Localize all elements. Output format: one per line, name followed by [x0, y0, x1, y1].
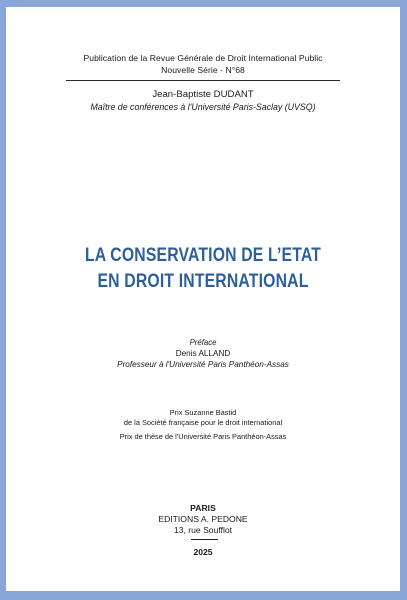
preface-label: Préface: [189, 338, 217, 347]
preface-author-role: Professeur à l'Université Paris Panthéon-Assas: [117, 360, 289, 369]
publisher-city: PARIS: [190, 503, 216, 513]
prize-2: [6, 432, 400, 442]
prize-2-line: Prix de thèse de l'Université Paris Panthéon-Assas: [119, 432, 287, 441]
book-title: [39, 243, 366, 295]
publisher-info: [6, 503, 400, 536]
prize-1-line-2: de la Société française pour le droit international: [123, 418, 283, 427]
author-name: Jean-Baptiste DUDANT: [152, 89, 254, 100]
header-rule: [66, 80, 340, 81]
series-info: [6, 52, 400, 76]
preface-info: [6, 337, 400, 370]
series-line-2: Nouvelle Série - N°68: [161, 65, 245, 75]
publication-year: 2025: [193, 547, 213, 557]
book-title-line-1: LA CONSERVATION DE L’ETAT: [84, 245, 322, 266]
series-line-1: Publication de la Revue Générale de Droit International Public: [83, 53, 323, 63]
book-title-line-2: EN DROIT INTERNATIONAL: [97, 271, 309, 292]
author-role: Maître de conférences à l'Université Paris-Saclay (UVSQ): [90, 102, 316, 112]
prize-1: [6, 408, 400, 428]
author-info: [6, 89, 400, 113]
title-page: [6, 7, 400, 591]
prize-1-line-1: Prix Suzanne Bastid: [169, 408, 237, 417]
publisher-name: EDITIONS A. PEDONE: [158, 514, 248, 524]
publisher-dash: [191, 539, 218, 540]
preface-author: Denis ALLAND: [175, 349, 231, 358]
publisher-address: 13, rue Soufflot: [173, 525, 233, 535]
